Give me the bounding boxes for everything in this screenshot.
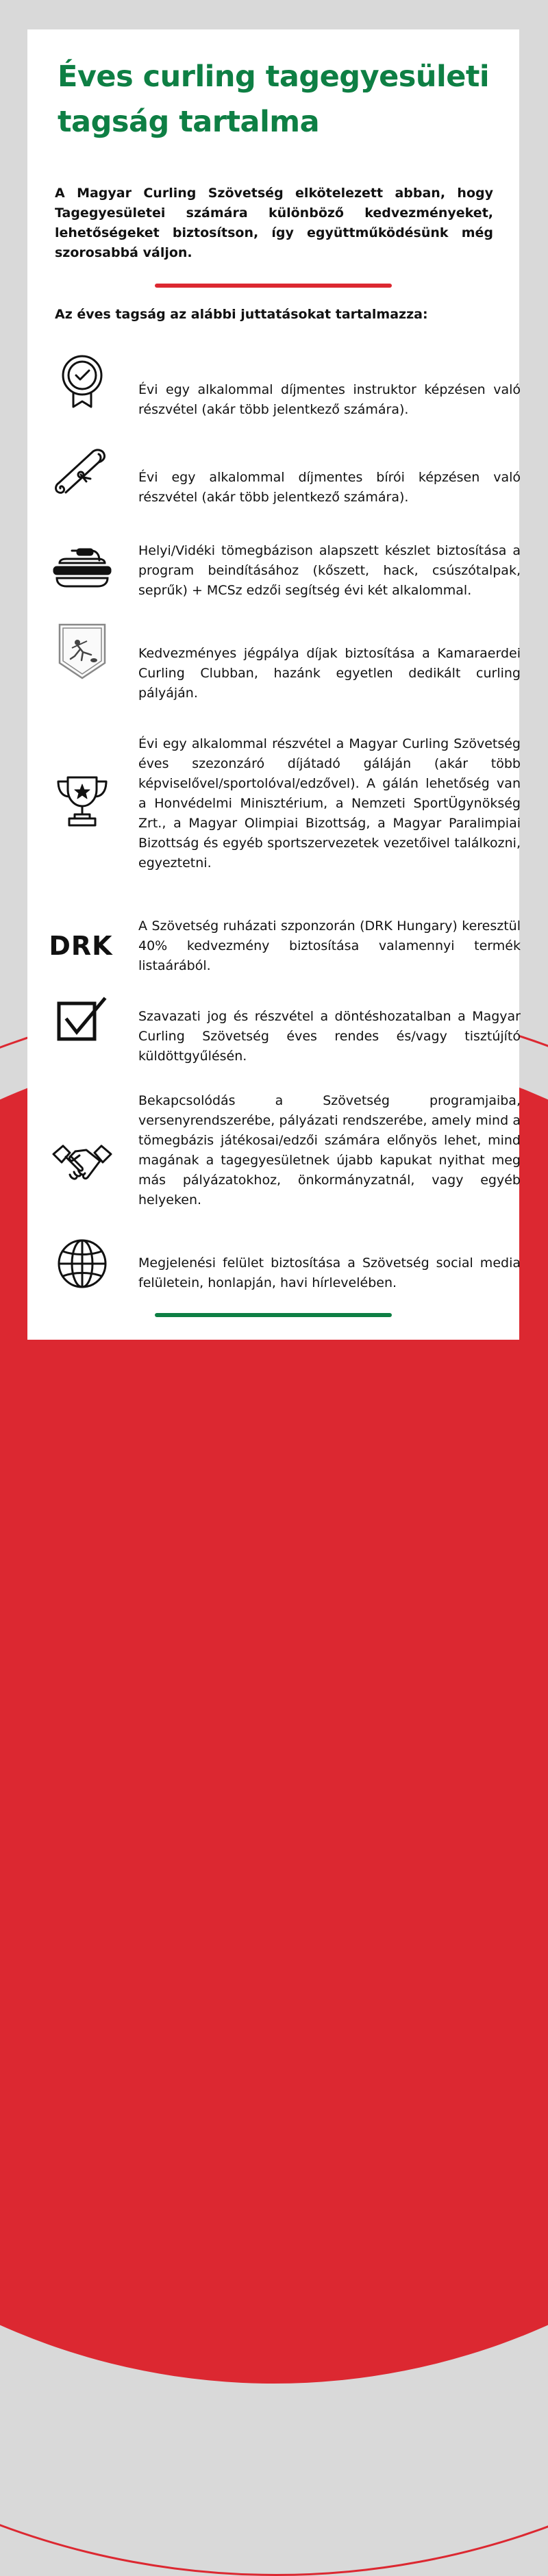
benefit-text: Évi egy alkalommal díjmentes instruktor képzésen való részvétel (akár több jelentkező számára). [138, 382, 521, 417]
globe-icon [48, 1229, 116, 1298]
benefit-text: Évi egy alkalommal díjmentes bírói képzésen való részvétel (akár több jelentkező számára). [138, 470, 521, 505]
curling-player-shield-icon [48, 616, 116, 685]
benefits-heading: Az éves tagság az alábbi juttatásokat tartalmazza: [55, 307, 428, 322]
checkbox-checked-icon [48, 985, 116, 1053]
drk-logo-text: DRK [49, 931, 113, 961]
benefit-text: Kedvezményes jégpálya díjak biztosítása a Kamaraerdei Curling Clubban, hazánk egyetlen dedikált curling pályáján. [138, 646, 521, 701]
bottom-divider [155, 1313, 392, 1317]
page-title: Éves curling tagegyesületi tagság tartalma [58, 60, 490, 139]
benefit-text: Helyi/Vidéki tömegbázison alapszett készlet biztosítása a program beindításához (kőszett, hack, csúszótalpak, seprűk) + MCSz edzői segítség évi két alkalommal. [138, 543, 521, 598]
drk-logo [40, 912, 122, 980]
curling-stone-icon [48, 534, 116, 603]
benefit-text: Bekapcsolódás a Szövetség programjaiba, versenyrendszerébe, pályázati rendszerébe, amely mind a tömegbázis játékosai/edzői számára előnyös lehet, mind magának a tagegyesületnek újabb kapukat nyithat meg más pályázatokhoz, önkormányzatnál, vagy egyéb helyeken. [138, 1093, 521, 1208]
benefit-text: A Szövetség ruházati szponzorán (DRK Hungary) keresztül 40% kedvezmény biztosítása valamennyi termék listaárából. [138, 918, 521, 973]
certificate-badge-icon [48, 347, 116, 416]
trophy-icon [48, 767, 116, 836]
content-card [27, 29, 519, 1340]
benefit-text: Szavazati jog és részvétel a döntéshozatalban a Magyar Curling Szövetség éves rendes és/vagy tisztújító küldöttgyűlésén. [138, 1009, 521, 1064]
benefit-text: Megjelenési felület biztosítása a Szövetség social media felületein, honlapján, havi hírlevelében. [138, 1255, 521, 1290]
intro-paragraph: A Magyar Curling Szövetség elkötelezett abban, hogy Tagegyesületei számára különböző kedvezményeket, lehetőségeket biztosítson, így együttműködésünk még szorosabbá váljon. [55, 186, 493, 260]
diploma-scroll-icon [48, 437, 116, 505]
benefit-text: Évi egy alkalommal részvétel a Magyar Curling Szövetség éves szezonzáró díjátadó gáláján (akár több képviselővel/sportolóval/edzővel). A gálán lehetőség van a Honvédelmi Minisztérium, a Nemzeti SportÜgynökség Zrt., a Magyar Olimpiai Bizottság, a Magyar Paralimpiai Bizottság és egyéb sportszervezetek vezetőivel találkozni, egyeztetni. [138, 736, 521, 871]
top-divider [155, 284, 392, 288]
handshake-icon [48, 1129, 116, 1198]
